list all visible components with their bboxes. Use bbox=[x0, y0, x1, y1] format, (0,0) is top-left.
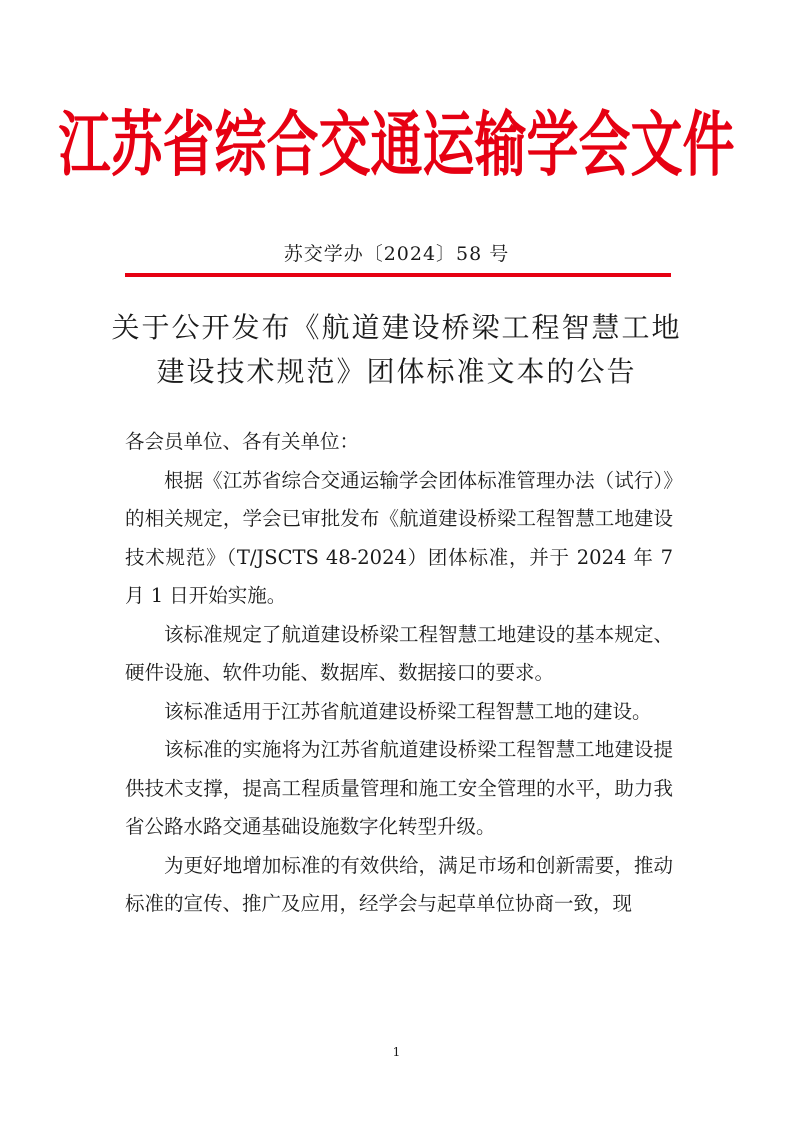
paragraph: 为更好地增加标准的有效供给，满足市场和创新需要，推动标准的宣传、推广及应用，经学会与起草单位协商一致，现 bbox=[125, 853, 673, 915]
salutation: 各会员单位、各有关单位： bbox=[125, 430, 360, 453]
paragraph: 该标准的实施将为江苏省航道建设桥梁工程智慧工地建设提供技术支撑，提高工程质量管理和施工安全管理的水平，助力我省公路水路交通基础设施数字化转型升级。 bbox=[125, 738, 673, 838]
notice-title-line-2: 建设技术规范》团体标准文本的公告 bbox=[156, 355, 637, 388]
red-divider-line bbox=[125, 273, 671, 277]
notice-title-line-1: 关于公开发布《航道建设桥梁工程智慧工地 bbox=[111, 311, 682, 344]
paragraph: 该标准适用于江苏省航道建设桥梁工程智慧工地的建设。 bbox=[164, 699, 652, 723]
paragraph: 根据《江苏省综合交通运输学会团体标准管理办法（试行）》的相关规定，学会已审批发布《航道建设桥梁工程智慧工地建设技术规范》（T/JSCTS 48-2024）团体标准，并于 2024 年 7 月 1 日开始实施。 bbox=[125, 468, 673, 607]
letterhead-title: 江苏省综合交通运输学会文件 bbox=[58, 104, 735, 187]
notice-body bbox=[125, 423, 673, 924]
notice-title bbox=[0, 306, 793, 394]
page-number: 1 bbox=[392, 1045, 401, 1059]
paragraph: 该标准规定了航道建设桥梁工程智慧工地建设的基本规定、硬件设施、软件功能、数据库、数据接口的要求。 bbox=[125, 622, 673, 684]
document-number: 苏交学办〔2024〕58 号 bbox=[283, 243, 510, 265]
